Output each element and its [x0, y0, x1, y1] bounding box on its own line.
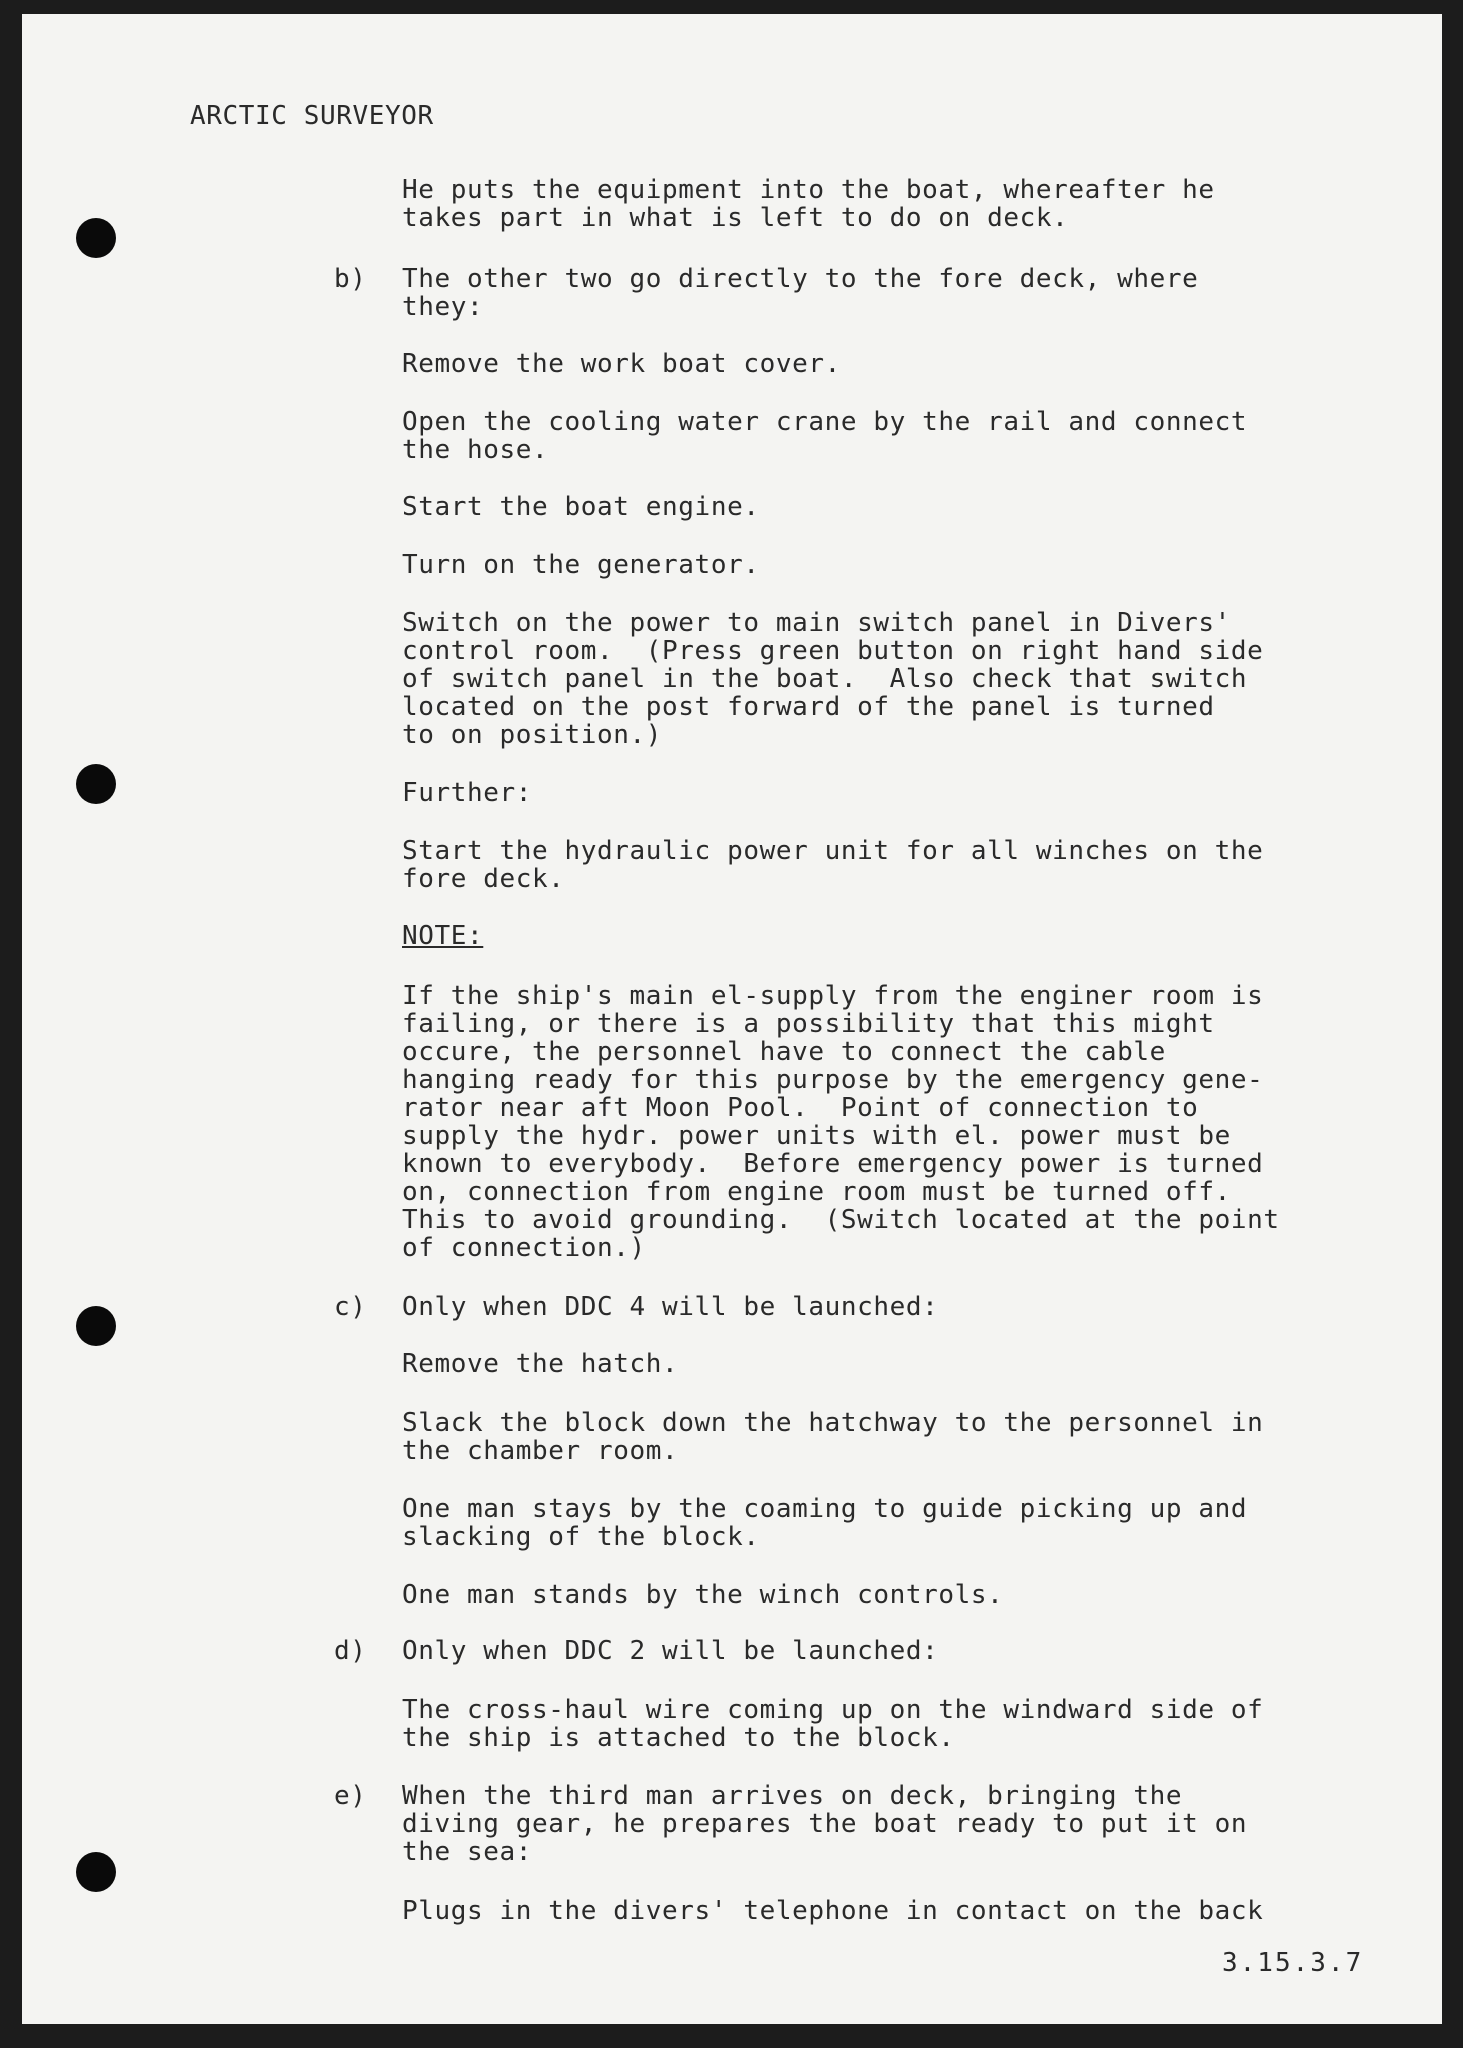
- text-line: control room. (Press green button on right hand side: [402, 636, 1264, 666]
- document-page: [22, 14, 1442, 2024]
- text-line: on, connection from engine room must be turned off.: [402, 1177, 1231, 1207]
- text-line: takes part in what is left to do on deck.: [402, 203, 1069, 233]
- list-marker: b): [334, 264, 367, 294]
- text-line: One man stays by the coaming to guide picking up and: [402, 1494, 1248, 1524]
- text-line: Switch on the power to main switch panel in Divers': [402, 608, 1231, 638]
- punch-hole: [76, 764, 116, 804]
- text-line: The cross-haul wire coming up on the windward side of: [402, 1695, 1264, 1725]
- text-line: Open the cooling water crane by the rail and connect: [402, 407, 1248, 437]
- text-line: Remove the hatch.: [402, 1349, 679, 1379]
- text-line: Turn on the generator.: [402, 550, 760, 580]
- text-line: to on position.): [402, 720, 663, 750]
- text-line: of connection.): [402, 1233, 646, 1263]
- note-heading: NOTE:: [402, 921, 484, 951]
- text-line: The other two go directly to the fore deck, where: [402, 264, 1199, 294]
- text-line: Slack the block down the hatchway to the personnel in: [402, 1408, 1264, 1438]
- text-line: Start the hydraulic power unit for all winches on the: [402, 836, 1264, 866]
- text-line: hanging ready for this purpose by the emergency gene-: [402, 1065, 1264, 1095]
- text-line: located on the post forward of the panel is turned: [402, 692, 1215, 722]
- text-line: they:: [402, 292, 484, 322]
- text-line: the chamber room.: [402, 1436, 679, 1466]
- text-line: occure, the personnel have to connect the cable: [402, 1037, 1166, 1067]
- text-line: Plugs in the divers' telephone in contact on the back: [402, 1896, 1264, 1926]
- text-line: Only when DDC 2 will be launched:: [402, 1636, 939, 1666]
- text-line: He puts the equipment into the boat, whereafter he: [402, 175, 1215, 205]
- text-line: If the ship's main el-supply from the enginer room is: [402, 981, 1264, 1011]
- text-line: failing, or there is a possibility that this might: [402, 1009, 1215, 1039]
- text-line: When the third man arrives on deck, bringing the: [402, 1781, 1183, 1811]
- text-line: One man stands by the winch controls.: [402, 1580, 1004, 1610]
- page-number: 3.15.3.7: [1222, 1948, 1364, 1978]
- list-marker: d): [334, 1636, 367, 1666]
- text-line: known to everybody. Before emergency power is turned: [402, 1149, 1264, 1179]
- text-line: the hose.: [402, 435, 549, 465]
- punch-hole: [76, 1306, 116, 1346]
- punch-hole: [76, 1852, 116, 1892]
- text-line: Only when DDC 4 will be launched:: [402, 1292, 939, 1322]
- list-marker: e): [334, 1781, 367, 1811]
- list-marker: c): [334, 1292, 367, 1322]
- text-line: fore deck.: [402, 864, 565, 894]
- text-line: the ship is attached to the block.: [402, 1723, 955, 1753]
- text-line: slacking of the block.: [402, 1522, 760, 1552]
- page-header: ARCTIC SURVEYOR: [190, 101, 434, 131]
- text-line: This to avoid grounding. (Switch located at the point: [402, 1205, 1280, 1235]
- text-line: Remove the work boat cover.: [402, 349, 841, 379]
- punch-hole: [76, 218, 116, 258]
- text-line: diving gear, he prepares the boat ready to put it on: [402, 1809, 1248, 1839]
- text-line: rator near aft Moon Pool. Point of connection to: [402, 1093, 1199, 1123]
- text-line: the sea:: [402, 1837, 533, 1867]
- text-line: Start the boat engine.: [402, 492, 760, 522]
- text-line: Further:: [402, 778, 533, 808]
- text-line: supply the hydr. power units with el. power must be: [402, 1121, 1231, 1151]
- text-line: of switch panel in the boat. Also check that switch: [402, 664, 1248, 694]
